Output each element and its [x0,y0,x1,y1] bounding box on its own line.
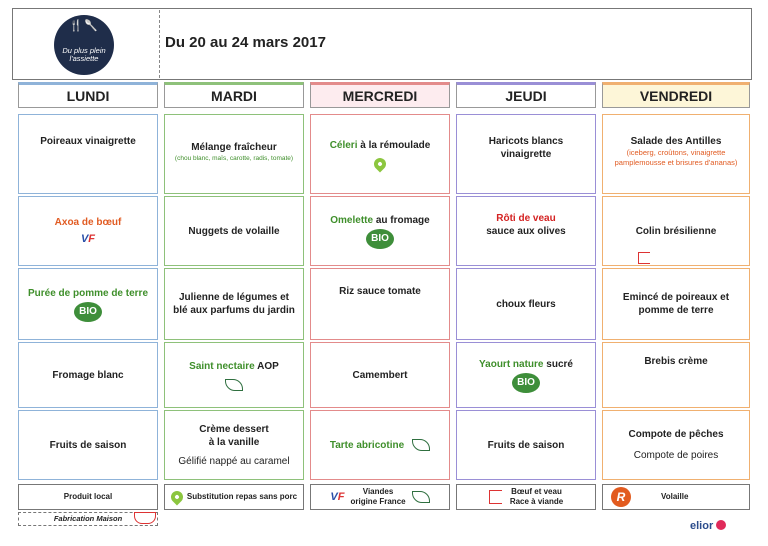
dish-name: Axoa de bœuf [54,217,122,228]
menu-cell-vendredi-side [602,268,750,340]
leaf-icon [225,379,243,391]
dish-name: Julienne de légumes et blé aux parfums du jardin [173,292,295,316]
menu-cell-vendredi-main [602,196,750,266]
dish-line2: sauce aux olives [486,226,566,237]
dish-name: Rôti de veau [496,213,556,224]
logo-text-bottom: l'assiette [69,54,99,63]
menu-cell-mercredi-cheese [310,342,450,408]
dish-name: Fruits de saison [487,439,565,451]
dish-suffix: sucré [546,358,573,370]
leaf-icon [412,491,430,503]
legend-label: Substitution repas sans porc [186,492,298,501]
dish-alt: Gélifié nappé au caramel [178,455,290,467]
menu-cell-mardi-starter [164,114,304,194]
dish-name: Nuggets de volaille [188,225,280,237]
dish-name: Omelette [330,214,374,226]
dish-name: Haricots blancs vinaigrette [488,136,564,160]
legend-viandes-france [310,484,450,510]
legend-label: Volaille [661,492,689,501]
menu-cell-jeudi-cheese [456,342,596,408]
dish-name: Poireaux vinaigrette [40,136,136,147]
legend-label: origine France [350,497,406,506]
brand-name: elior [690,520,714,532]
dish-suffix: AOP [257,360,279,372]
bio-badge: BIO [366,229,394,249]
menu-cell-vendredi-cheese [602,342,750,408]
viande-francaise-icon: VF [330,491,345,503]
menu-cell-vendredi-starter [602,114,750,194]
menu-cell-lundi-side [18,268,158,340]
logo-area [16,10,160,78]
menu-cell-mercredi-dessert [310,410,450,480]
day-header-vendredi: VENDREDI [602,82,750,108]
dish-name: Salade des Antilles [630,136,722,147]
menu-cell-jeudi-dessert [456,410,596,480]
day-header-mercredi: MERCREDI [310,82,450,108]
dish-name: Riz sauce tomate [339,286,421,297]
menu-cell-lundi-cheese [18,342,158,408]
dish-name: choux fleurs [496,298,556,310]
dish-name: Colin brésilienne [635,225,717,237]
bio-badge: BIO [512,373,540,393]
menu-cell-lundi-starter [18,114,158,194]
dish-detail: (chou blanc, maïs, carotte, radis, tomate) [174,155,294,162]
viande-francaise-icon: VF [80,233,96,245]
dish-name: Emincé de poireaux et pomme de terre [622,292,730,316]
legend-substitution [164,484,304,510]
menu-cell-mardi-main [164,196,304,266]
dish-name: Yaourt nature [479,358,544,370]
dish-name: Tarte abricotine [329,439,405,451]
dish-name: Céleri [329,139,358,151]
legend-label: Race à viande [509,497,564,506]
menu-cell-lundi-dessert [18,410,158,480]
flag-icon [489,490,502,504]
menu-cell-jeudi-starter [456,114,596,194]
menu-cell-mercredi-side [310,268,450,340]
menu-cell-mercredi-main [310,196,450,266]
bio-badge: BIO [74,302,102,322]
label-rouge-icon: R [611,487,631,507]
menu-cell-jeudi-main [456,196,596,266]
dish-name: Compote de pêches [628,429,724,440]
menu-cell-jeudi-side [456,268,596,340]
dish-name: Brebis crème [644,356,708,367]
local-product-pin-icon [372,155,389,172]
menu-cell-vendredi-dessert [602,410,750,480]
menu-cell-mercredi-starter [310,114,450,194]
dish-suffix: au fromage [375,214,430,226]
dish-suffix: à la rémoulade [360,139,431,151]
leaf-icon [412,439,430,451]
menu-cell-mardi-cheese [164,342,304,408]
dish-name: Fromage blanc [52,369,124,381]
day-header-mardi: MARDI [164,82,304,108]
dish-name: Camembert [352,369,408,381]
legend-label: Bœuf et veau [511,487,562,496]
dish-name: Fruits de saison [49,439,127,451]
brand-dot-icon [716,520,726,530]
brand-logo [690,516,726,534]
legend-produit-local [18,484,158,510]
dish-name: Purée de pomme de terre [27,287,149,299]
legend-label: Produit local [63,492,113,501]
page-title: Du 20 au 24 mars 2017 [165,34,326,51]
dish-name: Crème dessert à la vanille [199,423,269,448]
logo [54,15,114,75]
legend-race-a-viande [456,484,596,510]
menu-cell-lundi-main [18,196,158,266]
dish-detail: (iceberg, croûtons, vinaigrette pamplemousse et brisures d'ananas) [614,148,738,167]
menu-cell-mardi-dessert [164,410,304,480]
utensils-icon: 🍴🥄 [69,20,99,32]
menu-cell-mardi-side [164,268,304,340]
legend-volaille [602,484,750,510]
legend-label: Fabrication Maison [53,514,123,523]
dish-alt: Compote de poires [633,450,719,461]
day-header-lundi: LUNDI [18,82,158,108]
day-header-jeudi: JEUDI [456,82,596,108]
chef-hat-icon [134,512,156,524]
dish-name: Saint nectaire [189,360,255,372]
logo-text-top: Du plus plein [62,46,106,55]
pin-icon [168,489,185,506]
dish-name: Mélange fraîcheur [191,142,277,153]
legend-label: Viandes [362,487,394,496]
